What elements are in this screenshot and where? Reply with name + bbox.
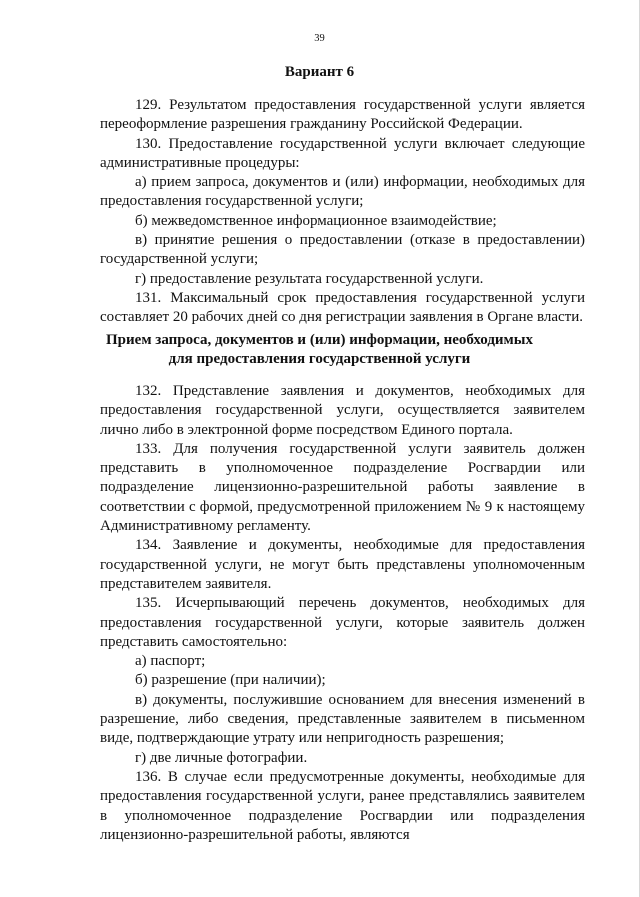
paragraph-133: 133. Для получения государственной услуги заявитель должен представить в уполномоченное подразделение Росгвардии или подразделение лицензионно-разрешительной работы заявление в соответствии с формой, предусмотренной приложением № 9 к настоящему Административному регламенту.: [100, 440, 585, 535]
list-item-v: в) принятие решения о предоставлении (отказе в предоставлении) государственной услуги;: [100, 232, 585, 268]
paragraph-129: 129. Результатом предоставления государственной услуги является переоформление разрешения гражданину Российской Федерации.: [100, 97, 585, 133]
paragraph-135: 135. Исчерпывающий перечень документов, необходимых для предоставления государственной услуги, которые заявитель должен представить самостоятельно:: [100, 595, 585, 650]
section-heading: [0, 331, 639, 369]
text-block-part1: [100, 96, 585, 328]
list-item-a: а) прием запроса, документов и (или) информации, необходимых для предоставления государственной услуги;: [100, 174, 585, 210]
doc-item-b: б) разрешение (при наличии);: [135, 672, 326, 689]
paragraph-132: 132. Представление заявления и документов, необходимых для предоставления государственной услуги, осуществляется заявителем лично либо в электронной форме посредством Единого портала.: [100, 383, 585, 438]
section-heading-line2: для предоставления государственной услуги: [168, 351, 471, 367]
paragraph-130: 130. Предоставление государственной услуги включает следующие административные процедуры:: [100, 135, 585, 171]
page-number: 39: [314, 33, 325, 44]
paragraph-136: 136. В случае если предусмотренные документы, необходимые для предоставления государственной услуги, ранее представлялись заявителем в уполномоченное подразделение Росгвардии или подразделения лицензионно-разрешительной работы, являются: [100, 768, 585, 843]
text-block-part2: [100, 382, 585, 845]
doc-item-v: в) документы, послужившие основанием для внесения изменений в разрешение, либо сведения, представленные заявителем в письменном виде, подтверждающие утрату или непригодность разрешения;: [100, 691, 585, 747]
doc-item-g: г) две личные фотографии.: [135, 749, 308, 766]
paragraph-131: 131. Максимальный срок предоставления государственной услуги составляет 20 рабочих дней со дня регистрации заявления в Органе власти.: [100, 289, 585, 326]
section-heading-line1: Прием запроса, документов и (или) информации, необходимых: [106, 332, 533, 348]
doc-item-a: а) паспорт;: [135, 653, 206, 670]
list-item-b: б) межведомственное информационное взаимодействие;: [135, 212, 497, 229]
variant-title: Вариант 6: [284, 64, 355, 80]
paragraph-134: 134. Заявление и документы, необходимые для предоставления государственной услуги, не могут быть представлены уполномоченным представителем заявителя.: [100, 537, 585, 592]
list-item-g: г) предоставление результата государственной услуги.: [135, 270, 484, 287]
